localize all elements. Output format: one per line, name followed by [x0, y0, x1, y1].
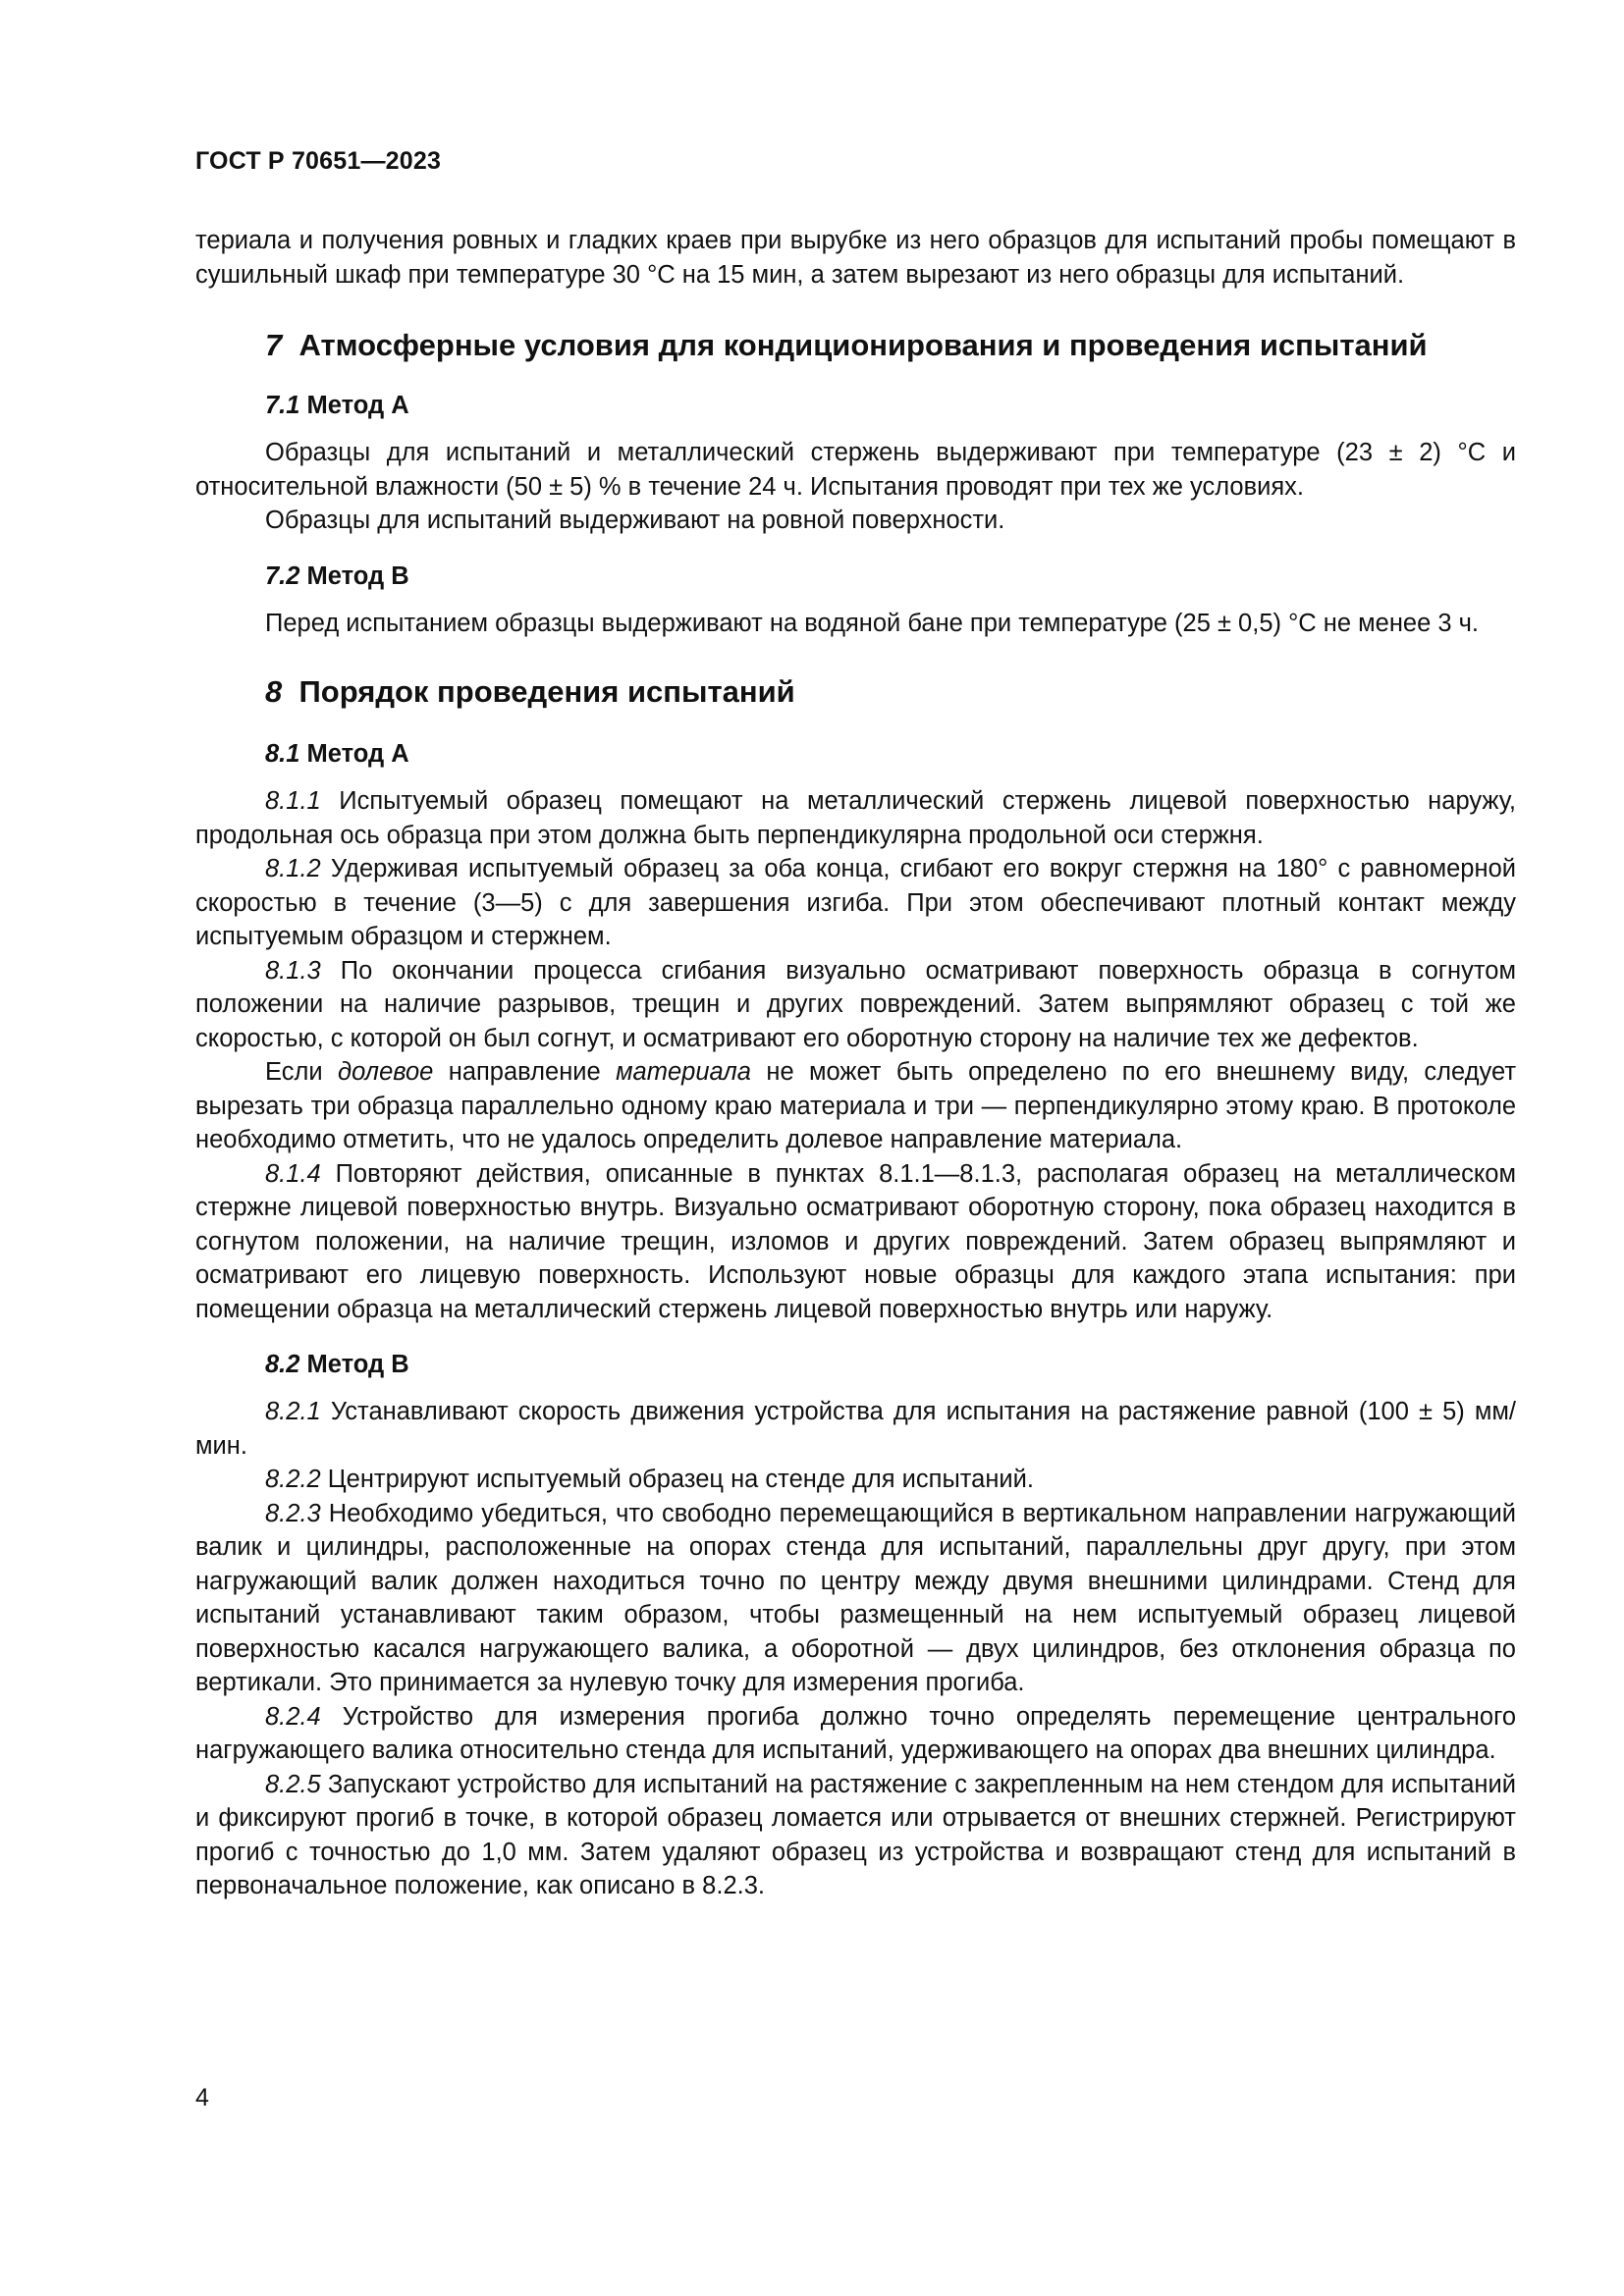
clause-number: 8.2.4: [265, 1702, 321, 1731]
clause-number: 8.2.5: [265, 1770, 321, 1798]
subsection-title: Метод А: [306, 392, 409, 419]
note-text: Если: [265, 1058, 338, 1086]
section-8-heading: [265, 672, 1516, 712]
paragraph-8-1-1: [195, 784, 1516, 852]
subsection-8-2-heading: [265, 1348, 1516, 1381]
clause-text: Испытуемый образец помещают на металлический стержень лицевой поверхностью наружу, продольная ось образца при этом должна быть перпендикулярна продольной оси стержня.: [195, 787, 1516, 849]
note-text: направление: [433, 1058, 617, 1086]
intro-paragraph: териала и получения ровных и гладких краев при вырубке из него образцов для испытаний пробы помещают в сушильный шкаф при температуре 30 °С на 15 мин, а затем вырезают из него образцы для испытаний.: [195, 227, 1516, 289]
subsection-title: Метод А: [306, 740, 409, 768]
subsection-7-1-heading: [265, 389, 1516, 422]
clause-text: По окончании процесса сгибания визуально осматривают поверхность образца в согнутом положении на наличие разрывов, трещин и других повреждений. Затем выпрямляют образец с той же скоростью, с которой он был согнут, и осматривают его оборотную сторону на наличие тех же дефектов.: [195, 956, 1516, 1052]
note-italic-term: материала: [616, 1058, 751, 1086]
paragraph-7-1-a: Образцы для испытаний и металлический стержень выдерживают при температуре (23 ± 2) °С и относительной влажности (50 ± 5) % в течение 24 ч. Испытания проводят при тех же условиях.: [195, 439, 1516, 501]
subsection-title: Метод В: [306, 561, 409, 590]
subsection-7-2-heading: [265, 560, 1516, 593]
clause-text: Удерживая испытуемый образец за оба конца, сгибают его вокруг стержня на 180° с равномерной скоростью в течение (3—5) с для завершения изгиба. При этом обеспечивают плотный контакт между испытуемым образцом и стержнем.: [195, 855, 1516, 950]
paragraph-8-2-1: [195, 1395, 1516, 1463]
subsection-number: 8.2: [265, 1351, 300, 1378]
paragraph-8-2-5: [195, 1768, 1516, 1903]
clause-number: 8.2.1: [265, 1398, 321, 1425]
note-italic-term: долевое: [337, 1058, 434, 1086]
paragraph-7-2: Перед испытанием образцы выдерживают на водяной бане при температуре (25 ± 0,5) °С не менее 3 ч.: [265, 609, 1480, 637]
clause-text: Центрируют испытуемый образец на стенде для испытаний.: [320, 1466, 1034, 1493]
page-number: 4: [195, 2084, 209, 2111]
paragraph-8-2-3: [195, 1497, 1516, 1700]
section-number: 8: [265, 674, 283, 709]
clause-text: Повторяют действия, описанные в пунктах 8.1.1—8.1.3, располагая образец на металлическом стержне лицевой поверхностью внутрь. Визуально осматривают оборотную сторону, пока образец находится в согнутом положении, на наличие трещин, изломов и других повреждений. Затем образец выпрямляют и осматривают его лицевую поверхность. Используют новые образцы для каждого этапа испытания: при помещении образца на металлический стержень лицевой поверхностью внутрь или наружу.: [195, 1159, 1516, 1323]
subsection-number: 7.1: [265, 392, 300, 419]
section-title: Атмосферные условия для кондиционирования и проведения испытаний: [298, 328, 1428, 362]
paragraph-8-2-4: [195, 1700, 1516, 1768]
document-page: [195, 0, 1516, 2296]
clause-number: 8.1.3: [265, 956, 321, 985]
clause-text: Запускают устройство для испытаний на растяжение с закрепленным на нем стендом для испытаний и фиксируют прогиб в точке, в которой образец ломается или отрывается от внешних стержней. Регистрируют прогиб с точностью до 1,0 мм. Затем удаляют образец из устройства и возвращают стенд для испытаний в первоначальное положение, как описано в 8.2.3.: [195, 1770, 1516, 1899]
paragraph-8-2-2: [195, 1463, 1516, 1497]
clause-number: 8.1.4: [265, 1159, 321, 1188]
subsection-8-1-heading: [265, 737, 1516, 771]
clause-number: 8.2.3: [265, 1499, 321, 1527]
document-body: [195, 224, 1516, 1903]
clause-text: Необходимо убедиться, что свободно перемещающийся в вертикальном направлении нагружающий валик и цилиндры, расположенные на опорах стенда для испытаний, параллельны друг другу, при этом нагружающий валик должен находиться точно по центру между двумя внешними цилиндрами. Стенд для испытаний устанавливают таким образом, чтобы размещенный на нем испытуемый образец лицевой поверхностью касался нагружающего валика, а оборотной — двух цилиндров, без отклонения образца по вертикали. Это принимается за нулевую точку для измерения прогиба.: [195, 1499, 1516, 1696]
section-number: 7: [265, 328, 283, 362]
paragraph-8-1-note: [195, 1055, 1516, 1157]
paragraph-8-1-3: [195, 954, 1516, 1056]
clause-number: 8.2.2: [265, 1466, 321, 1493]
note-text: не может быть определено по его внешнему виду, следует вырезать три образца параллельно одному краю материала и три — перпендикулярно этому краю. В протоколе необходимо отметить, что не удалось определить долевое направление материала.: [195, 1058, 1517, 1153]
clause-text: Устанавливают скорость движения устройства для испытания на растяжение равной (100 ± 5) мм/мин.: [195, 1398, 1516, 1460]
subsection-title: Метод В: [306, 1351, 409, 1378]
paragraph-8-1-4: [195, 1157, 1516, 1327]
clause-text: Устройство для измерения прогиба должно точно определять перемещение центрального нагружающего валика относительно стенда для испытаний, удерживающего на опорах два внешних цилиндра.: [195, 1702, 1516, 1764]
document-code: ГОСТ Р 70651—2023: [195, 147, 442, 175]
paragraph-8-1-2: [195, 852, 1516, 954]
paragraph-7-1-b: Образцы для испытаний выдерживают на ровной поверхности.: [265, 507, 1005, 534]
subsection-number: 8.1: [265, 740, 300, 768]
clause-number: 8.1.2: [265, 855, 321, 882]
section-7-heading: [265, 326, 1516, 365]
section-title: Порядок проведения испытаний: [298, 674, 795, 709]
clause-number: 8.1.1: [265, 787, 321, 815]
subsection-number: 7.2: [265, 561, 300, 590]
